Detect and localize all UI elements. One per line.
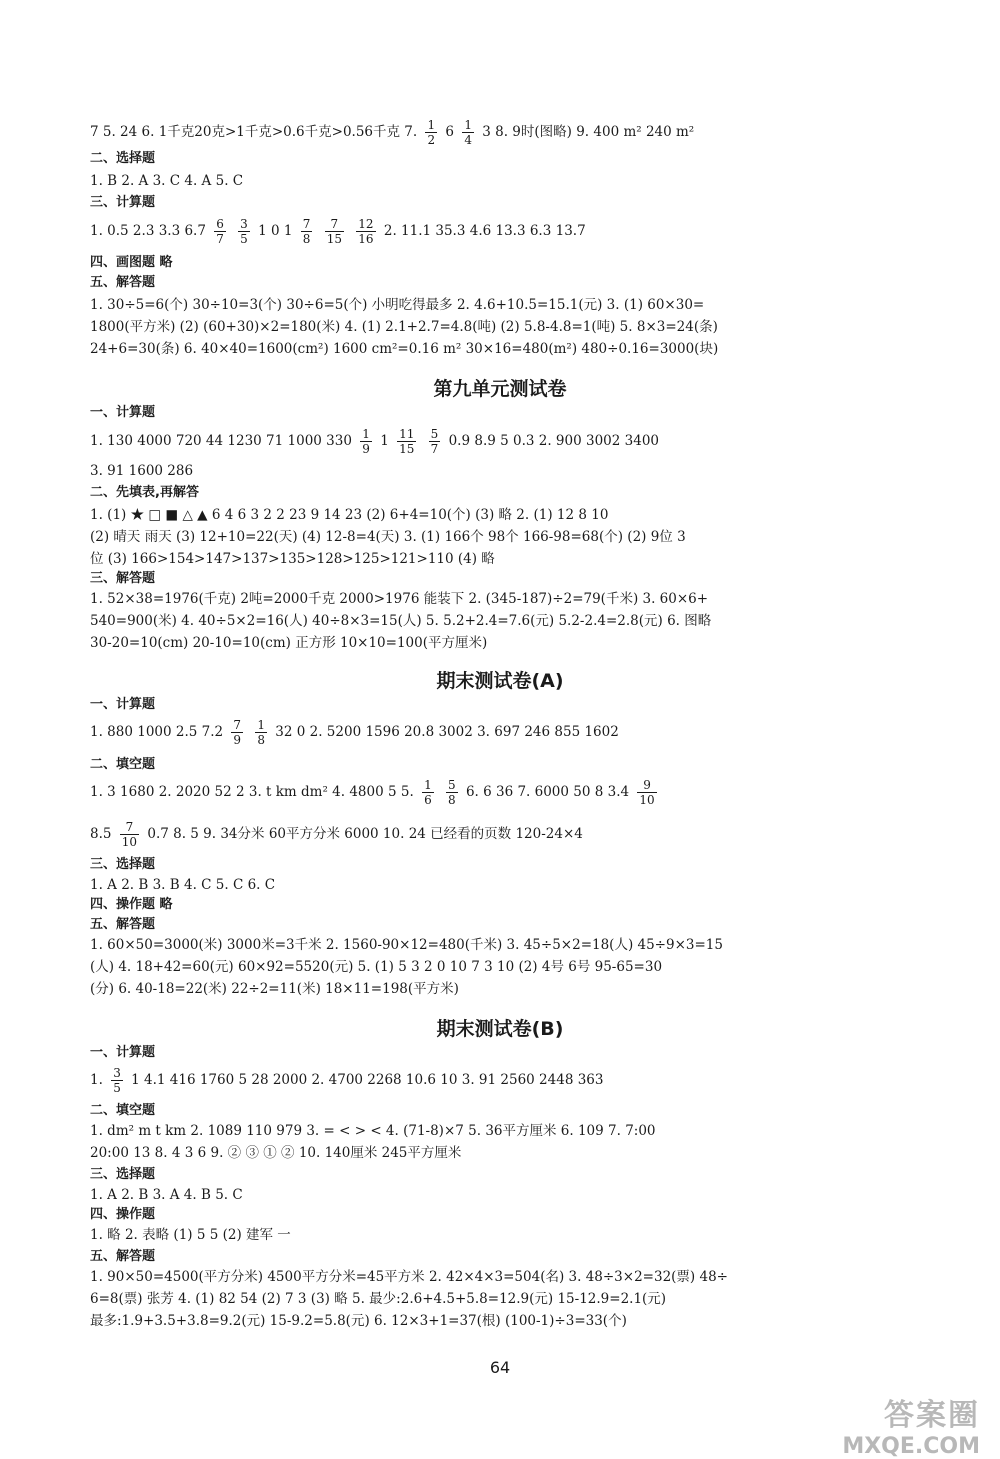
section-heading: 五、解答题 [90,275,156,290]
section-heading: 五、解答题 [90,1249,156,1264]
text: 6 [445,124,455,140]
section-heading: 一、计算题 [90,697,156,712]
answer-line: (人) 4. 18+42=60(元) 60×92=5520(元) 5. (1) 5 3 2 0 10 7 3 10 (2) 4号 6号 95-65=30 [90,959,663,975]
fraction: $\frac{11}{15}$ [399,427,415,456]
watermark-text: 答案圈 [884,1398,980,1433]
answer-line: 1. 60×50=3000(米) 3000米=3千米 2. 1560-90×12=480(千米) 3. 45÷5×2=18(人) 45÷9×3=15 [90,937,723,953]
answer-line: 1. 0.5 2.3 3.3 6.7 $\frac{6}{7}$ $\frac{3}{5}$ 1 0 1 $\frac{7}{8}$ $\frac{7}{15}$ $\frac{12}{16}$ 2. 11.1 35.3 4.6 13.3 6.3 13.7 [90,217,586,246]
answer-line: 1. 略 2. 表略 (1) 5 5 (2) 建军 一 [90,1227,291,1243]
section-heading: 二、填空题 [90,757,156,772]
fraction: $\frac{3}{5}$ [240,217,248,246]
answer-line: 1. (1) ★ □ ■ △ ▲ 6 4 6 3 2 2 23 9 14 23 (2) 6+4=10(个) (3) 略 2. (1) 12 8 10 [90,507,609,523]
fraction: $\frac{7}{10}$ [121,820,138,849]
answer-line: 位 (3) 166>154>147>137>135>128>125>121>110 (4) 略 [90,551,495,567]
section-heading: 四、画图题 略 [90,255,173,270]
answer-line: 20:00 13 8. 4 3 6 9. ② ③ ① ② 10. 140厘米 245平方厘米 [90,1145,462,1161]
section-heading: 三、选择题 [90,1167,156,1182]
answer-line: 6=8(票) 张芳 4. (1) 82 54 (2) 7 3 (3) 略 5. 最少:2.6+4.5+5.8=12.9(元) 15-12.9=2.1(元) [90,1291,667,1307]
fraction: $\frac{1}{6}$ [424,778,432,807]
answer-line: 1. 3 1680 2. 2020 52 2 3. t km dm² 4. 4800 5 5. $\frac{1}{6}$ $\frac{5}{8}$ 6. 6 36 7. 6000 50 8 3.4 $\frac{9}{10}$ [90,778,655,807]
fraction: $\frac{6}{7}$ [216,217,224,246]
fraction: $\frac{7}{15}$ [326,217,342,246]
answer-line: 1. 52×38=1976(千克) 2吨=2000千克 2000>1976 能装下 2. (345-187)÷2=79(千米) 3. 60×6+ [90,591,709,607]
section-heading: 四、操作题 [90,1207,156,1222]
answer-line: 1. 880 1000 2.5 7.2 $\frac{7}{9}$ $\frac{1}{8}$ 32 0 2. 5200 1596 20.8 3002 3. 697 246 855 1602 [90,718,619,747]
watermark-url: MXQE.COM [842,1434,980,1459]
answer-line: 1. 90×50=4500(平方分米) 4500平方分米=45平方米 2. 42×4×3=504(名) 3. 48÷3×2=32(票) 48÷ [90,1269,728,1285]
answer-line: 1. 30÷5=6(个) 30÷10=3(个) 30÷6=5(个) 小明吃得最多 2. 4.6+10.5=15.1(元) 3. (1) 60×30= [90,297,705,313]
answer-line: 1. B 2. A 3. C 4. A 5. C [90,173,244,189]
section-heading: 三、解答题 [90,571,156,586]
fraction: $\frac{5}{7}$ [430,427,439,456]
section-heading: 五、解答题 [90,917,156,932]
text: 3 8. 9时(图略) 9. 400 m² 240 m² [482,124,695,140]
section-heading: 一、计算题 [90,1045,156,1060]
section-heading: 三、选择题 [90,857,156,872]
section-heading: 四、操作题 略 [90,897,173,912]
answer-line: 1. 130 4000 720 44 1230 71 1000 330 $\frac{1}{9}$ 1 $\frac{11}{15}$ $\frac{5}{7}$ 0.9 8.9 5 0.3 2. 900 3002 3400 [90,427,659,456]
text: 7 5. 24 6. 1千克20克>1千克>0.6千克>0.56千克 7. [90,124,418,140]
section-title: 期末测试卷(B) [436,1018,564,1040]
section-heading: 二、填空题 [90,1103,156,1118]
answer-line: 30-20=10(cm) 20-10=10(cm) 正方形 10×10=100(平方厘米) [90,635,488,651]
section-heading: 二、先填表,再解答 [90,485,199,500]
page-number: 64 [489,1358,511,1377]
answer-line: 1. $\frac{3}{5}$ 1 4.1 416 1760 5 28 2000 2. 4700 2268 10.6 10 3. 91 2560 2448 363 [90,1066,604,1095]
fraction: $\frac{3}{5}$ [113,1066,121,1095]
fraction: $\frac{1}{8}$ [257,718,265,747]
answer-line: 8.5 $\frac{7}{10}$ 0.7 8. 5 9. 34分米 60平方分米 6000 10. 24 已经看的页数 120-24×4 [90,820,583,849]
fraction: $\frac{1}{9}$ [362,427,370,456]
section-heading: 三、计算题 [90,195,156,210]
answer-line: 最多:1.9+3.5+3.8=9.2(元) 15-9.2=5.8(元) 6. 12×3+1=37(根) (100-1)÷3=33(个) [90,1313,627,1329]
fraction: $\frac{5}{8}$ [448,778,456,807]
section-heading: 一、计算题 [90,405,156,420]
answer-line: (分) 6. 40-18=22(米) 22÷2=11(米) 18×11=198(平方米) [90,981,459,997]
section-heading: 二、选择题 [90,151,156,166]
answer-line: 540=900(米) 4. 40÷5×2=16(人) 40÷8×3=15(人) 5. 5.2+2.4=7.6(元) 5.2-2.4=2.8(元) 6. 图略 [90,613,712,629]
answer-line: 24+6=30(条) 6. 40×40=1600(cm²) 1600 cm²=0.16 m² 30×16=480(m²) 480÷0.16=3000(块) [90,341,719,357]
answer-line: 3. 91 1600 286 [90,463,194,479]
fraction: $\frac{9}{10}$ [639,778,655,807]
watermark-logo [795,1390,980,1459]
answer-line: 1. A 2. B 3. B 4. C 5. C 6. C [90,877,276,893]
answer-line: 1800(平方米) (2) (60+30)×2=180(米) 4. (1) 2.1+2.7=4.8(吨) (2) 5.8-4.8=1(吨) 5. 8×3=24(条) [90,319,718,335]
answer-line: (2) 晴天 雨天 (3) 12+10=22(天) (4) 12-8=4(天) 3. (1) 166个 98个 166-98=68(个) (2) 9位 3 [90,529,686,545]
fraction: $\frac{12}{16}$ [358,217,374,246]
fraction: $\frac{1}{4}$ [464,118,472,147]
fraction: $\frac{1}{2}$ [427,118,436,147]
fraction: $\frac{7}{9}$ [233,718,242,747]
top-answer-line-1 [90,118,920,147]
section-title: 第九单元测试卷 [433,378,567,400]
section-title: 期末测试卷(A) [436,670,564,692]
fraction: $\frac{7}{8}$ [302,217,311,246]
answer-line: 1. A 2. B 3. A 4. B 5. C [90,1187,243,1203]
answer-line: 1. dm² m t km 2. 1089 110 979 3. = < > < 4. (71-8)×7 5. 36平方厘米 6. 109 7. 7:00 [90,1123,656,1139]
